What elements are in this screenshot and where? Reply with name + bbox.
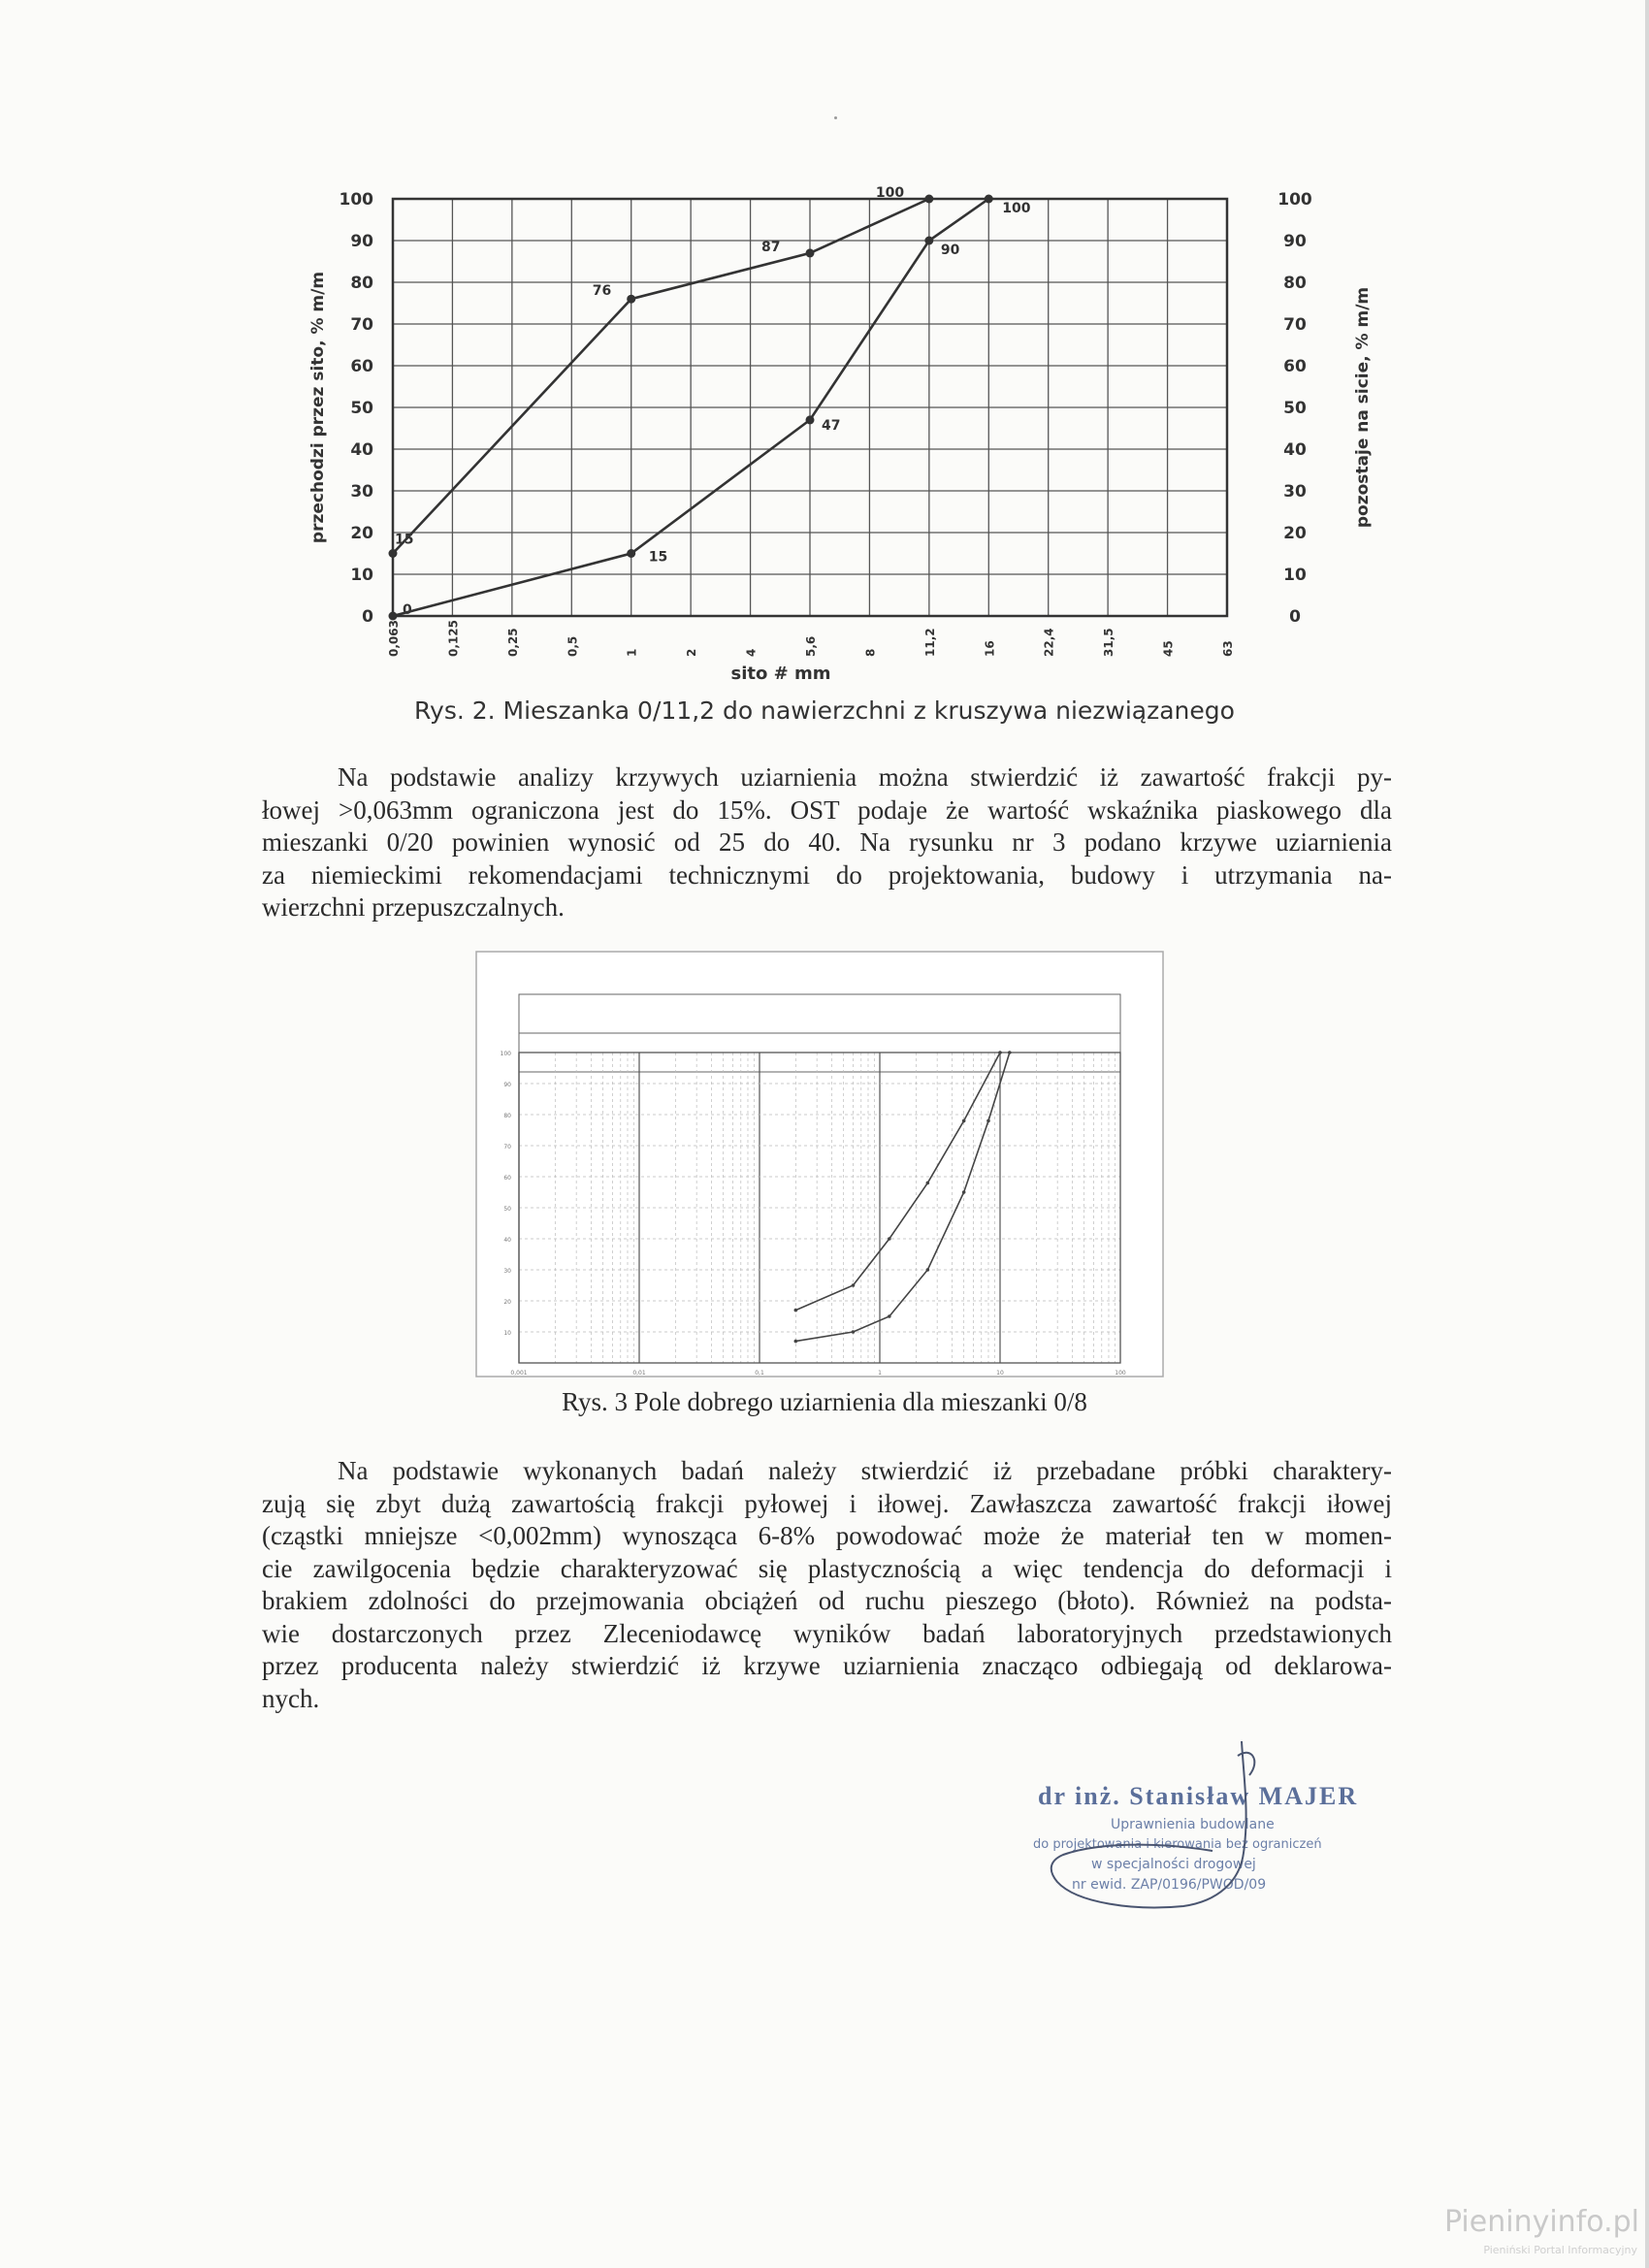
- data-label: 76: [592, 283, 612, 300]
- y-tick-label: 50: [350, 399, 373, 418]
- y-tick-label: 20: [503, 1299, 511, 1306]
- data-point: [627, 295, 635, 304]
- y-right-tick-label: 100: [1277, 190, 1312, 210]
- x-tick-label: 11,2: [922, 628, 937, 657]
- data-point: [389, 612, 398, 621]
- data-point: [806, 415, 815, 424]
- data-point: [389, 549, 398, 558]
- y-tick-label: 0: [362, 607, 373, 627]
- y-right-tick-label: 20: [1283, 524, 1307, 543]
- paragraph-line: cie zawilgocenia będzie charakteryzować się plastycznością a więc tendencja do deformacji i: [262, 1553, 1392, 1583]
- series-line: [393, 199, 929, 554]
- data-label: 47: [822, 417, 841, 434]
- y-tick-label: 70: [350, 315, 373, 335]
- data-label: 15: [648, 549, 668, 566]
- y-tick-label: 70: [503, 1144, 511, 1150]
- y-right-axis-title: pozostaje na sicie, % m/m: [1353, 286, 1373, 529]
- data-point: [962, 1119, 966, 1123]
- y-right-tick-label: 0: [1289, 607, 1301, 627]
- x-tick-label: 100: [1115, 1370, 1126, 1377]
- paragraph-line: wierzchni przepuszczalnych.: [262, 892, 565, 922]
- y-tick-label: 10: [350, 566, 373, 585]
- y-tick-label: 40: [350, 440, 373, 460]
- paragraph-line: Na podstawie wykonanych badań należy stwierdzić iż przebadane próbki charaktery-: [338, 1456, 1392, 1485]
- figure-caption-2: Rys. 3 Pole dobrego uziarnienia dla mieszanki 0/8: [562, 1387, 1087, 1416]
- data-point: [852, 1283, 856, 1287]
- paragraph-line: przez producenta należy stwierdzić iż krzywe uziarnienia znacząco odbiegają od deklarowa-: [262, 1651, 1392, 1680]
- data-label: 0: [403, 602, 412, 618]
- paragraph-2: [262, 1455, 1392, 1715]
- data-point: [986, 1119, 990, 1123]
- y-tick-label: 10: [503, 1330, 511, 1337]
- data-label: 100: [1002, 201, 1031, 216]
- y-tick-label: 60: [503, 1175, 511, 1182]
- y-tick-label: 100: [500, 1051, 511, 1057]
- paragraph-line: (cząstki mniejsze <0,002mm) wynosząca 6-8% powodować może że materiał ten w momen-: [262, 1521, 1392, 1550]
- data-point: [926, 1182, 930, 1185]
- y-tick-label: 90: [350, 232, 373, 251]
- paragraph-line: mieszanki 0/20 powinien wynosić od 25 do 40. Na rysunku nr 3 podano krzywe uziarnienia: [262, 827, 1392, 857]
- y-tick-label: 100: [339, 190, 373, 210]
- y-right-tick-label: 10: [1283, 566, 1307, 585]
- stamp-name: dr inż. Stanisław MAJER: [1038, 1782, 1359, 1810]
- paragraph-line: Na podstawie analizy krzywych uziarnienia można stwierdzić iż zawartość frakcji py-: [338, 762, 1392, 792]
- data-point: [985, 195, 993, 204]
- data-point: [888, 1314, 891, 1318]
- x-tick-label: 5,6: [804, 635, 818, 657]
- chart-2-svg: [475, 951, 1164, 1377]
- watermark-site: Pieninyinfo.pl: [1444, 2205, 1639, 2239]
- paragraph-line: zują się zbyt dużą zawartością frakcji pyłowej i iłowej. Zawłaszcza zawartość frakcji iłowej: [262, 1488, 1392, 1518]
- signature-stroke: [1238, 1753, 1254, 1775]
- scan-speck: [834, 116, 837, 119]
- grading-chart-2: [475, 951, 1164, 1382]
- data-point: [888, 1237, 891, 1241]
- x-tick-label: 1: [625, 648, 639, 657]
- x-tick-label: 0,01: [632, 1370, 646, 1377]
- paragraph-line: wie dostarczonych przez Zleceniodawcę wyników badań laboratoryjnych przedstawionych: [262, 1618, 1392, 1648]
- x-tick-label: 0,1: [755, 1370, 764, 1377]
- x-tick-label: 10: [996, 1370, 1004, 1377]
- y-tick-label: 50: [503, 1206, 511, 1213]
- data-label: 100: [875, 185, 905, 201]
- paragraph-1: [262, 761, 1392, 924]
- y-right-tick-label: 80: [1283, 274, 1307, 293]
- paragraph-line: za niemieckimi rekomendacjami technicznymi do projektowania, budowy i utrzymania na-: [262, 859, 1392, 890]
- paragraph-line: łowej >0,063mm ograniczona jest do 15%. OST podaje że wartość wskaźnika piaskowego dla: [262, 794, 1392, 825]
- stamp-line: do projektowania i kierowania bez ograniczeń: [1033, 1837, 1322, 1852]
- x-tick-label: 0,125: [446, 620, 461, 657]
- x-tick-label: 0,5: [566, 635, 580, 657]
- data-point: [627, 549, 635, 558]
- x-tick-label: 31,5: [1102, 628, 1116, 657]
- engineer-stamp: [1018, 1736, 1426, 1964]
- data-point: [926, 1268, 930, 1272]
- data-point: [998, 1051, 1002, 1054]
- data-point: [924, 195, 933, 204]
- y-right-tick-label: 60: [1283, 357, 1307, 376]
- stamp-line: nr ewid. ZAP/0196/PWOD/09: [1072, 1877, 1267, 1893]
- x-tick-label: 4: [744, 648, 759, 657]
- y-tick-label: 30: [503, 1268, 511, 1275]
- x-tick-label: 0,25: [505, 628, 520, 657]
- stamp-line: Uprawnienia budowlane: [1111, 1817, 1275, 1832]
- x-tick-label: 2: [685, 648, 699, 657]
- chart-1-svg: [306, 179, 1402, 694]
- data-point: [924, 237, 933, 245]
- data-point: [794, 1309, 798, 1312]
- figure-caption-1: Rys. 2. Mieszanka 0/11,2 do nawierzchni z kruszywa niezwiązanego: [414, 697, 1235, 725]
- data-label: 15: [395, 532, 414, 548]
- x-tick-label: 0,063: [387, 620, 401, 657]
- paragraph-line: nych.: [262, 1683, 320, 1713]
- y-tick-label: 90: [503, 1082, 511, 1088]
- y-right-tick-label: 30: [1283, 482, 1307, 502]
- watermark-tagline: Pieniński Portal Informacyjny: [1483, 2244, 1637, 2256]
- x-tick-label: 22,4: [1042, 628, 1056, 657]
- y-right-tick-label: 90: [1283, 232, 1307, 251]
- x-axis-title: sito # mm: [730, 664, 831, 684]
- y-tick-label: 80: [350, 274, 373, 293]
- scan-edge: [1645, 0, 1649, 2268]
- data-point: [1008, 1051, 1012, 1054]
- x-tick-label: 16: [983, 640, 997, 657]
- y-tick-label: 80: [503, 1113, 511, 1119]
- y-right-tick-label: 40: [1283, 440, 1307, 460]
- figure-frame: [476, 952, 1163, 1377]
- x-tick-label: 45: [1161, 640, 1176, 657]
- data-label: 90: [940, 243, 960, 258]
- y-tick-label: 40: [503, 1237, 511, 1244]
- x-tick-label: 0,001: [510, 1370, 528, 1377]
- data-label: 87: [761, 239, 781, 255]
- y-tick-label: 20: [350, 524, 373, 543]
- data-point: [794, 1340, 798, 1344]
- y-tick-label: 30: [350, 482, 373, 502]
- data-point: [962, 1190, 966, 1194]
- stamp-svg: [1018, 1736, 1426, 1960]
- grading-chart-1: [306, 179, 1402, 698]
- stamp-line: w specjalności drogowej: [1091, 1857, 1256, 1872]
- paragraph-line: brakiem zdolności do przejmowania obciążeń od ruchu pieszego (błoto). Również na podsta-: [262, 1586, 1392, 1615]
- x-tick-label: 8: [863, 648, 878, 657]
- data-point: [806, 248, 815, 257]
- y-right-tick-label: 50: [1283, 399, 1307, 418]
- y-right-tick-label: 70: [1283, 315, 1307, 335]
- data-point: [852, 1330, 856, 1334]
- x-tick-label: 1: [878, 1370, 882, 1377]
- y-tick-label: 60: [350, 357, 373, 376]
- x-tick-label: 63: [1221, 640, 1235, 657]
- y-axis-title: przechodzi przez sito, % m/m: [308, 271, 328, 544]
